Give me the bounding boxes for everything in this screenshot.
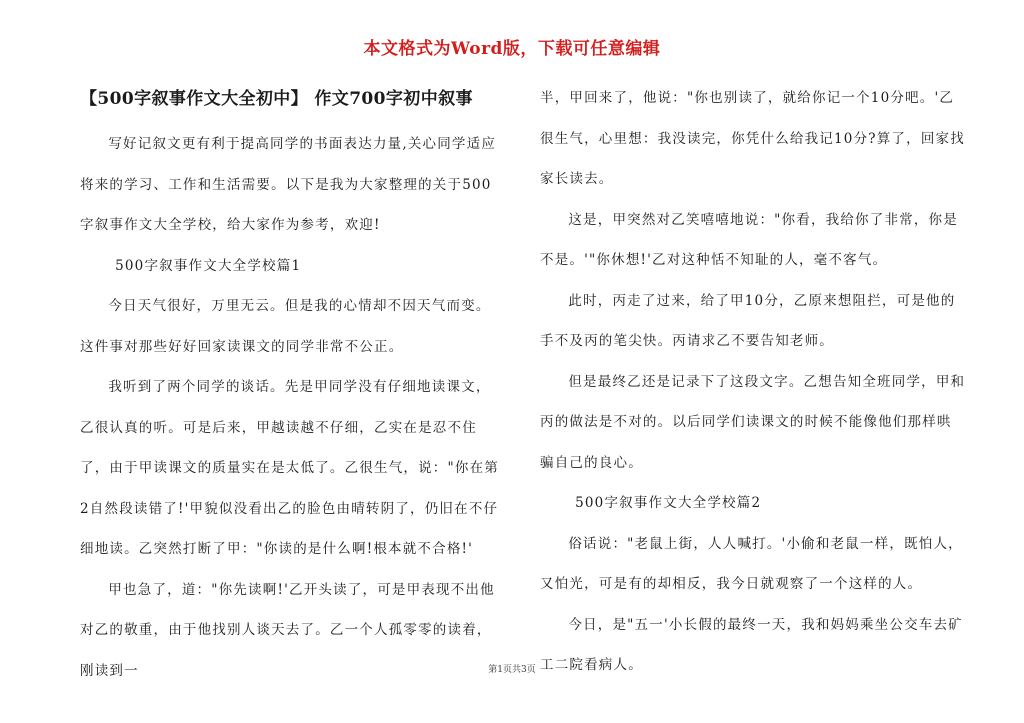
section-heading: 500字叙事作文大全学校篇1: [115, 257, 302, 274]
paragraph: 今日，是"五一'小长假的最终一天，我和妈妈乘坐公交车去矿工二院看病人。: [540, 616, 963, 673]
paragraph: 今日天气很好，万里无云。但是我的心情却不因天气而变。这件事对那些好好回家读课文的同学非常不公正。: [80, 298, 491, 355]
paragraph: 我听到了两个同学的谈话。先是甲同学没有仔细地读课文，乙很认真的听。可是后来，甲越读越不仔细，乙实在是忍不住了，由于甲读课文的质量实在是太低了。乙很生气，说："你在第2自然段读错了!'甲貌似没看出乙的脸色由晴转阴了，仍旧在不仔细地读。乙突然打断了甲："你读的是什么啊!根本就不合格!': [80, 379, 500, 557]
paragraph-continued: 半，甲回来了，他说："你也别读了，就给你记一个10分吧。'乙很生气，心里想：我没读完，你凭什么给我记10分?算了，回家找家长读去。: [540, 90, 965, 187]
document-title: 【500字叙事作文大全初中】 作文700字初中叙事: [80, 89, 473, 109]
left-column: [80, 78, 504, 691]
paragraph: 这是，甲突然对乙笑嘻嘻地说："你看，我给你了非常，你是不是。'"你休想!'乙对这种恬不知耻的人，毫不客气。: [540, 211, 958, 268]
page-number: 第1页共3页: [488, 665, 536, 675]
paragraph: 俗话说："老鼠上街，人人喊打。'小偷和老鼠一样，既怕人，又怕光，可是有的却相反，我今日就观察了一个这样的人。: [540, 535, 963, 592]
download-banner: 本文格式为Word版，下载可任意编辑: [363, 39, 661, 59]
right-column: [540, 78, 966, 686]
paragraph: 甲也急了，道："你先读啊!'乙开头读了，可是甲表现不出他对乙的敬重，由于他找别人谈天去了。乙一个人孤零零的读着，刚读到一: [80, 581, 495, 679]
paragraph: 写好记叙文更有利于提高同学的书面表达力量,关心同学适应将来的学习、工作和生活需要。以下是我为大家整理的关于500字叙事作文大全学校，给大家作为参考，欢迎!: [80, 136, 497, 233]
paragraph: 但是最终乙还是记录下了这段文字。乙想告知全班同学，甲和丙的做法是不对的。以后同学们读课文的时候不能像他们那样哄骗自己的良心。: [540, 373, 966, 471]
paragraph: 此时，丙走了过来，给了甲10分，乙原来想阻拦，可是他的手不及丙的笔尖快。丙请求乙不要告知老师。: [540, 292, 956, 349]
section-heading: 500字叙事作文大全学校篇2: [575, 495, 762, 511]
